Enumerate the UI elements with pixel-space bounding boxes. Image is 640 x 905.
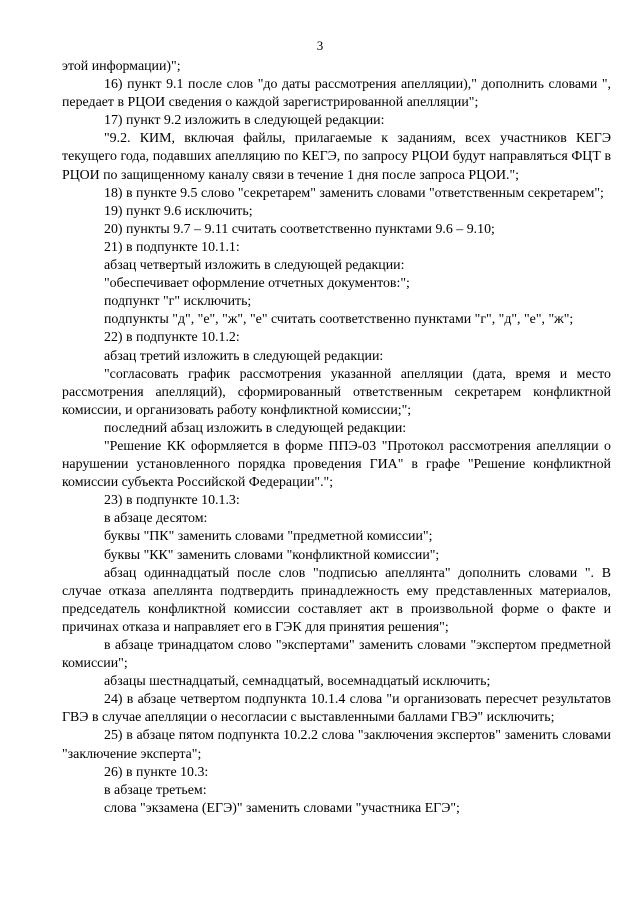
paragraph: абзац третий изложить в следующей редакции: — [104, 348, 384, 364]
paragraph: в абзаце десятом: — [104, 511, 208, 527]
paragraph: 21) в подпункте 10.1.1: — [104, 239, 240, 255]
paragraph: в абзаце третьем: — [104, 782, 207, 798]
paragraph: слова "экзамена (ЕГЭ)" заменить словами "участника ЕГЭ"; — [104, 800, 460, 816]
paragraph: абзац одиннадцатый после слов "подписью апеллянта" дополнить словами ". В случае отказа апеллянта подтвердить принадлежность ему представленных материалов, председатель конфликтной комиссии составляет акт в произвольной форме о факте и причинах отказа и направляет его в ГЭК для принятия решения"; — [62, 565, 611, 635]
paragraph: 25) в абзаце пятом подпункта 10.2.2 слова "заключения экспертов" заменить словами "заключение эксперта"; — [62, 728, 611, 762]
page-number: 3 — [316, 38, 324, 53]
paragraph: 24) в абзаце четвертом подпункта 10.1.4 слова "и организовать пересчет результатов ГВЭ в случае апелляции о несогласии с выставленными баллами ГВЭ" исключить; — [62, 692, 611, 726]
paragraph: 26) в пункте 10.3: — [104, 764, 209, 780]
paragraph: этой информации)"; — [62, 59, 181, 74]
paragraph: абзацы шестнадцатый, семнадцатый, восемнадцатый исключить; — [104, 674, 491, 690]
paragraph: буквы "ПК" заменить словами "предметной комиссии"; — [104, 529, 433, 545]
paragraph: в абзаце тринадцатом слово "экспертами" заменить словами "экспертом предметной комиссии"; — [62, 638, 611, 672]
paragraph: 22) в подпункте 10.1.2: — [104, 330, 240, 346]
paragraph: 16) пункт 9.1 после слов "до даты рассмотрения апелляции)," дополнить словами ", передает в РЦОИ сведения о каждой зарегистрированной апелляции"; — [62, 77, 611, 111]
paragraph: буквы "КК" заменить словами "конфликтной комиссии"; — [104, 547, 440, 563]
document-body — [62, 58, 611, 818]
paragraph: "обеспечивает оформление отчетных документов:"; — [104, 276, 410, 292]
paragraph: 23) в подпункте 10.1.3: — [104, 493, 240, 509]
paragraph: "9.2. КИМ, включая файлы, прилагаемые к заданиям, всех участников КЕГЭ текущего года, подавших апелляцию по КЕГЭ, по запросу РЦОИ будут направляться ФЦТ в РЦОИ по защищенному каналу связи в течение 1 дня после запроса РЦОИ."; — [62, 131, 611, 183]
paragraph: подпункт "г" исключить; — [104, 294, 252, 310]
paragraph: 19) пункт 9.6 исключить; — [104, 203, 253, 219]
paragraph: "согласовать график рассмотрения указанной апелляции (дата, время и место рассмотрения апелляций), сформированный ответственным секретарем конфликтной комиссии, и организовать работу конфликтной комиссии;"; — [62, 366, 611, 418]
paragraph: 20) пункты 9.7 – 9.11 считать соответственно пунктами 9.6 – 9.10; — [104, 221, 495, 237]
paragraph: "Решение КК оформляется в форме ППЭ-03 "Протокол рассмотрения апелляции о нарушении установленного порядка проведения ГИА" в графе "Решение конфликтной комиссии субъекта Российской Федерации"."; — [62, 438, 611, 491]
paragraph: 17) пункт 9.2 изложить в следующей редакции: — [104, 113, 385, 129]
paragraph: подпункты "д", "е", "ж", "е" считать соответственно пунктами "г", "д", "е", "ж"; — [104, 312, 574, 328]
paragraph: абзац четвертый изложить в следующей редакции: — [104, 258, 405, 274]
paragraph: 18) в пункте 9.5 слово "секретарем" заменить словами "ответственным секретарем"; — [104, 185, 604, 201]
paragraph: последний абзац изложить в следующей редакции: — [104, 420, 407, 436]
